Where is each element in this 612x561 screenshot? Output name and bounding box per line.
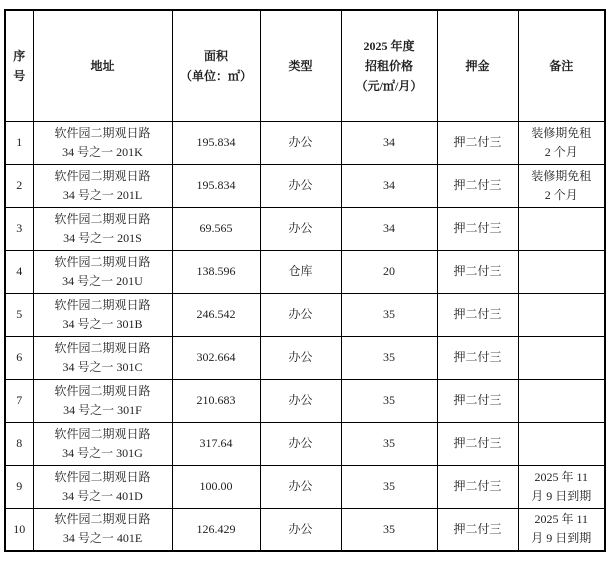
cell-deposit bbox=[437, 379, 518, 422]
cell-text-addr1: 软件园二期观日路 bbox=[54, 383, 151, 398]
cell-text-addr2: 34 号之一 401D bbox=[62, 488, 143, 503]
cell-text-deposit: 押二付三 bbox=[453, 307, 502, 321]
cell-price bbox=[341, 508, 437, 551]
cell-text-price: 35 bbox=[383, 479, 395, 493]
cell-text-no: 6 bbox=[16, 350, 23, 364]
cell-text-price: 35 bbox=[383, 521, 395, 536]
header-index-line1: 序 bbox=[13, 48, 26, 63]
cell-text-price: 20 bbox=[383, 264, 395, 278]
cell-address bbox=[33, 336, 172, 379]
cell-text-no: 10 bbox=[13, 521, 26, 536]
cell-text-addr1: 软件园二期观日路 bbox=[54, 125, 151, 140]
cell-text-remark1: 装修期免租 bbox=[531, 125, 592, 140]
cell-text-remark1: 2025 年 11 bbox=[534, 512, 589, 527]
cell-text-deposit: 押二付三 bbox=[453, 264, 502, 278]
cell-text-price: 35 bbox=[383, 436, 395, 450]
cell-area bbox=[172, 293, 260, 336]
cell-text-no: 2 bbox=[16, 178, 23, 192]
cell-text-area: 195.834 bbox=[196, 135, 236, 149]
header-index-line2: 号 bbox=[13, 68, 26, 83]
header-area-line1: 面积 bbox=[203, 48, 228, 63]
cell-remark bbox=[518, 508, 605, 551]
header-price-line3: （元/㎡/月） bbox=[355, 78, 423, 93]
cell-index bbox=[5, 250, 33, 293]
cell-price bbox=[341, 465, 437, 508]
cell-type bbox=[260, 379, 341, 422]
rental-listing-table bbox=[4, 9, 606, 552]
cell-text-deposit: 押二付三 bbox=[453, 221, 502, 235]
cell-text-deposit: 押二付三 bbox=[453, 393, 502, 407]
cell-text-deposit: 押二付三 bbox=[453, 436, 502, 450]
cell-text-addr2: 34 号之一 401E bbox=[62, 531, 143, 546]
cell-text-deposit: 押二付三 bbox=[453, 350, 502, 364]
header-price bbox=[341, 10, 437, 121]
cell-address bbox=[33, 121, 172, 164]
cell-text-deposit: 押二付三 bbox=[453, 178, 502, 192]
cell-type bbox=[260, 508, 341, 551]
cell-index bbox=[5, 164, 33, 207]
header-address: 地址 bbox=[33, 10, 172, 121]
cell-address bbox=[33, 379, 172, 422]
cell-area bbox=[172, 207, 260, 250]
cell-text-no: 7 bbox=[16, 393, 23, 407]
cell-text-type: 办公 bbox=[288, 350, 313, 364]
cell-text-addr2: 34 号之一 201L bbox=[62, 187, 143, 202]
cell-type bbox=[260, 250, 341, 293]
cell-area bbox=[172, 379, 260, 422]
cell-price bbox=[341, 207, 437, 250]
cell-area bbox=[172, 508, 260, 551]
table-row bbox=[5, 164, 605, 207]
cell-address bbox=[33, 207, 172, 250]
cell-text-no: 8 bbox=[16, 436, 23, 450]
cell-remark bbox=[518, 207, 605, 250]
cell-index bbox=[5, 422, 33, 465]
cell-price bbox=[341, 293, 437, 336]
cell-text-addr1: 软件园二期观日路 bbox=[54, 426, 151, 441]
cell-remark bbox=[518, 465, 605, 508]
cell-text-area: 69.565 bbox=[199, 221, 233, 235]
cell-text-area: 138.596 bbox=[196, 264, 236, 278]
cell-type bbox=[260, 422, 341, 465]
cell-text-area: 302.664 bbox=[196, 350, 236, 364]
cell-index bbox=[5, 336, 33, 379]
cell-index bbox=[5, 121, 33, 164]
cell-text-type: 办公 bbox=[288, 178, 313, 192]
cell-text-price: 34 bbox=[383, 135, 395, 149]
cell-deposit bbox=[437, 207, 518, 250]
cell-deposit bbox=[437, 164, 518, 207]
cell-price bbox=[341, 336, 437, 379]
cell-remark bbox=[518, 336, 605, 379]
header-index bbox=[5, 10, 33, 121]
cell-text-remark2: 2 个月 bbox=[544, 187, 578, 202]
cell-text-type: 办公 bbox=[288, 436, 313, 450]
cell-text-addr1: 软件园二期观日路 bbox=[54, 512, 151, 527]
cell-deposit bbox=[437, 121, 518, 164]
cell-deposit bbox=[437, 250, 518, 293]
cell-type bbox=[260, 121, 341, 164]
cell-text-area: 195.834 bbox=[196, 178, 236, 192]
cell-index bbox=[5, 293, 33, 336]
cell-text-addr1: 软件园二期观日路 bbox=[54, 297, 151, 312]
cell-index bbox=[5, 379, 33, 422]
cell-text-type: 仓库 bbox=[288, 264, 313, 278]
cell-text-area: 317.64 bbox=[199, 436, 233, 450]
cell-type bbox=[260, 207, 341, 250]
cell-text-addr2: 34 号之一 301B bbox=[62, 316, 143, 331]
table-row bbox=[5, 422, 605, 465]
cell-area bbox=[172, 164, 260, 207]
cell-text-type: 办公 bbox=[288, 135, 313, 149]
header-row bbox=[5, 10, 605, 121]
cell-text-no: 3 bbox=[16, 221, 23, 235]
cell-price bbox=[341, 379, 437, 422]
cell-remark bbox=[518, 379, 605, 422]
cell-text-no: 9 bbox=[16, 479, 23, 493]
header-area bbox=[172, 10, 260, 121]
cell-text-type: 办公 bbox=[288, 221, 313, 235]
cell-text-remark1: 装修期免租 bbox=[531, 168, 592, 183]
cell-text-type: 办公 bbox=[288, 307, 313, 321]
cell-area bbox=[172, 465, 260, 508]
cell-text-type: 办公 bbox=[288, 479, 313, 493]
cell-text-area: 126.429 bbox=[196, 521, 236, 536]
cell-text-addr2: 34 号之一 201U bbox=[62, 273, 143, 288]
cell-text-addr2: 34 号之一 301C bbox=[62, 359, 143, 374]
cell-text-remark1: 2025 年 11 bbox=[534, 469, 589, 484]
cell-text-price: 34 bbox=[383, 178, 395, 192]
cell-text-area: 100.00 bbox=[199, 479, 233, 493]
cell-text-deposit: 押二付三 bbox=[453, 479, 502, 493]
cell-text-area: 210.683 bbox=[196, 393, 236, 407]
cell-remark bbox=[518, 121, 605, 164]
cell-text-remark2: 月 9 日到期 bbox=[531, 488, 592, 503]
cell-address bbox=[33, 508, 172, 551]
cell-index bbox=[5, 508, 33, 551]
cell-address bbox=[33, 164, 172, 207]
cell-price bbox=[341, 250, 437, 293]
cell-address bbox=[33, 293, 172, 336]
cell-remark bbox=[518, 422, 605, 465]
cell-address bbox=[33, 250, 172, 293]
cell-index bbox=[5, 207, 33, 250]
table-row bbox=[5, 336, 605, 379]
cell-address bbox=[33, 465, 172, 508]
cell-address bbox=[33, 422, 172, 465]
cell-type bbox=[260, 293, 341, 336]
cell-text-addr2: 34 号之一 301F bbox=[63, 402, 142, 417]
cell-deposit bbox=[437, 293, 518, 336]
cell-text-no: 5 bbox=[16, 307, 23, 321]
cell-text-addr1: 软件园二期观日路 bbox=[54, 168, 151, 183]
table-row bbox=[5, 207, 605, 250]
table-row bbox=[5, 250, 605, 293]
cell-type bbox=[260, 164, 341, 207]
cell-remark bbox=[518, 250, 605, 293]
cell-text-addr1: 软件园二期观日路 bbox=[54, 469, 151, 484]
header-type: 类型 bbox=[260, 10, 341, 121]
cell-price bbox=[341, 422, 437, 465]
cell-type bbox=[260, 465, 341, 508]
cell-deposit bbox=[437, 422, 518, 465]
cell-text-addr2: 34 号之一 201K bbox=[62, 144, 143, 159]
cell-text-addr1: 软件园二期观日路 bbox=[54, 340, 151, 355]
cell-text-addr1: 软件园二期观日路 bbox=[54, 254, 151, 269]
cell-area bbox=[172, 336, 260, 379]
header-area-line2: （单位：㎡） bbox=[179, 68, 252, 83]
cell-text-addr2: 34 号之一 301G bbox=[62, 445, 143, 460]
cell-text-no: 1 bbox=[16, 135, 23, 149]
cell-text-deposit: 押二付三 bbox=[453, 521, 502, 536]
cell-area bbox=[172, 250, 260, 293]
cell-deposit bbox=[437, 336, 518, 379]
cell-text-price: 35 bbox=[383, 307, 395, 321]
cell-text-price: 35 bbox=[383, 350, 395, 364]
table-body bbox=[5, 121, 605, 551]
table-row bbox=[5, 121, 605, 164]
cell-deposit bbox=[437, 508, 518, 551]
cell-text-deposit: 押二付三 bbox=[453, 135, 502, 149]
cell-text-addr1: 软件园二期观日路 bbox=[54, 211, 151, 226]
cell-price bbox=[341, 164, 437, 207]
cell-remark bbox=[518, 164, 605, 207]
cell-text-price: 35 bbox=[383, 393, 395, 407]
header-price-line2: 招租价格 bbox=[364, 58, 413, 73]
cell-price bbox=[341, 121, 437, 164]
cell-area bbox=[172, 121, 260, 164]
cell-text-addr2: 34 号之一 201S bbox=[63, 230, 142, 245]
cell-type bbox=[260, 336, 341, 379]
table-header bbox=[5, 10, 605, 121]
cell-text-type: 办公 bbox=[288, 521, 313, 536]
header-deposit: 押金 bbox=[437, 10, 518, 121]
table-row bbox=[5, 293, 605, 336]
cell-remark bbox=[518, 293, 605, 336]
cell-text-no: 4 bbox=[16, 264, 23, 278]
cell-area bbox=[172, 422, 260, 465]
cell-index bbox=[5, 465, 33, 508]
header-price-line1: 2025 年度 bbox=[363, 38, 415, 53]
cell-text-area: 246.542 bbox=[196, 307, 236, 321]
cell-text-remark2: 月 9 日到期 bbox=[531, 531, 592, 546]
cell-deposit bbox=[437, 465, 518, 508]
cell-text-remark2: 2 个月 bbox=[544, 144, 578, 159]
header-remark: 备注 bbox=[518, 10, 605, 121]
table-row bbox=[5, 508, 605, 551]
cell-text-price: 34 bbox=[383, 221, 395, 235]
table-row bbox=[5, 465, 605, 508]
table-row bbox=[5, 379, 605, 422]
cell-text-type: 办公 bbox=[288, 393, 313, 407]
